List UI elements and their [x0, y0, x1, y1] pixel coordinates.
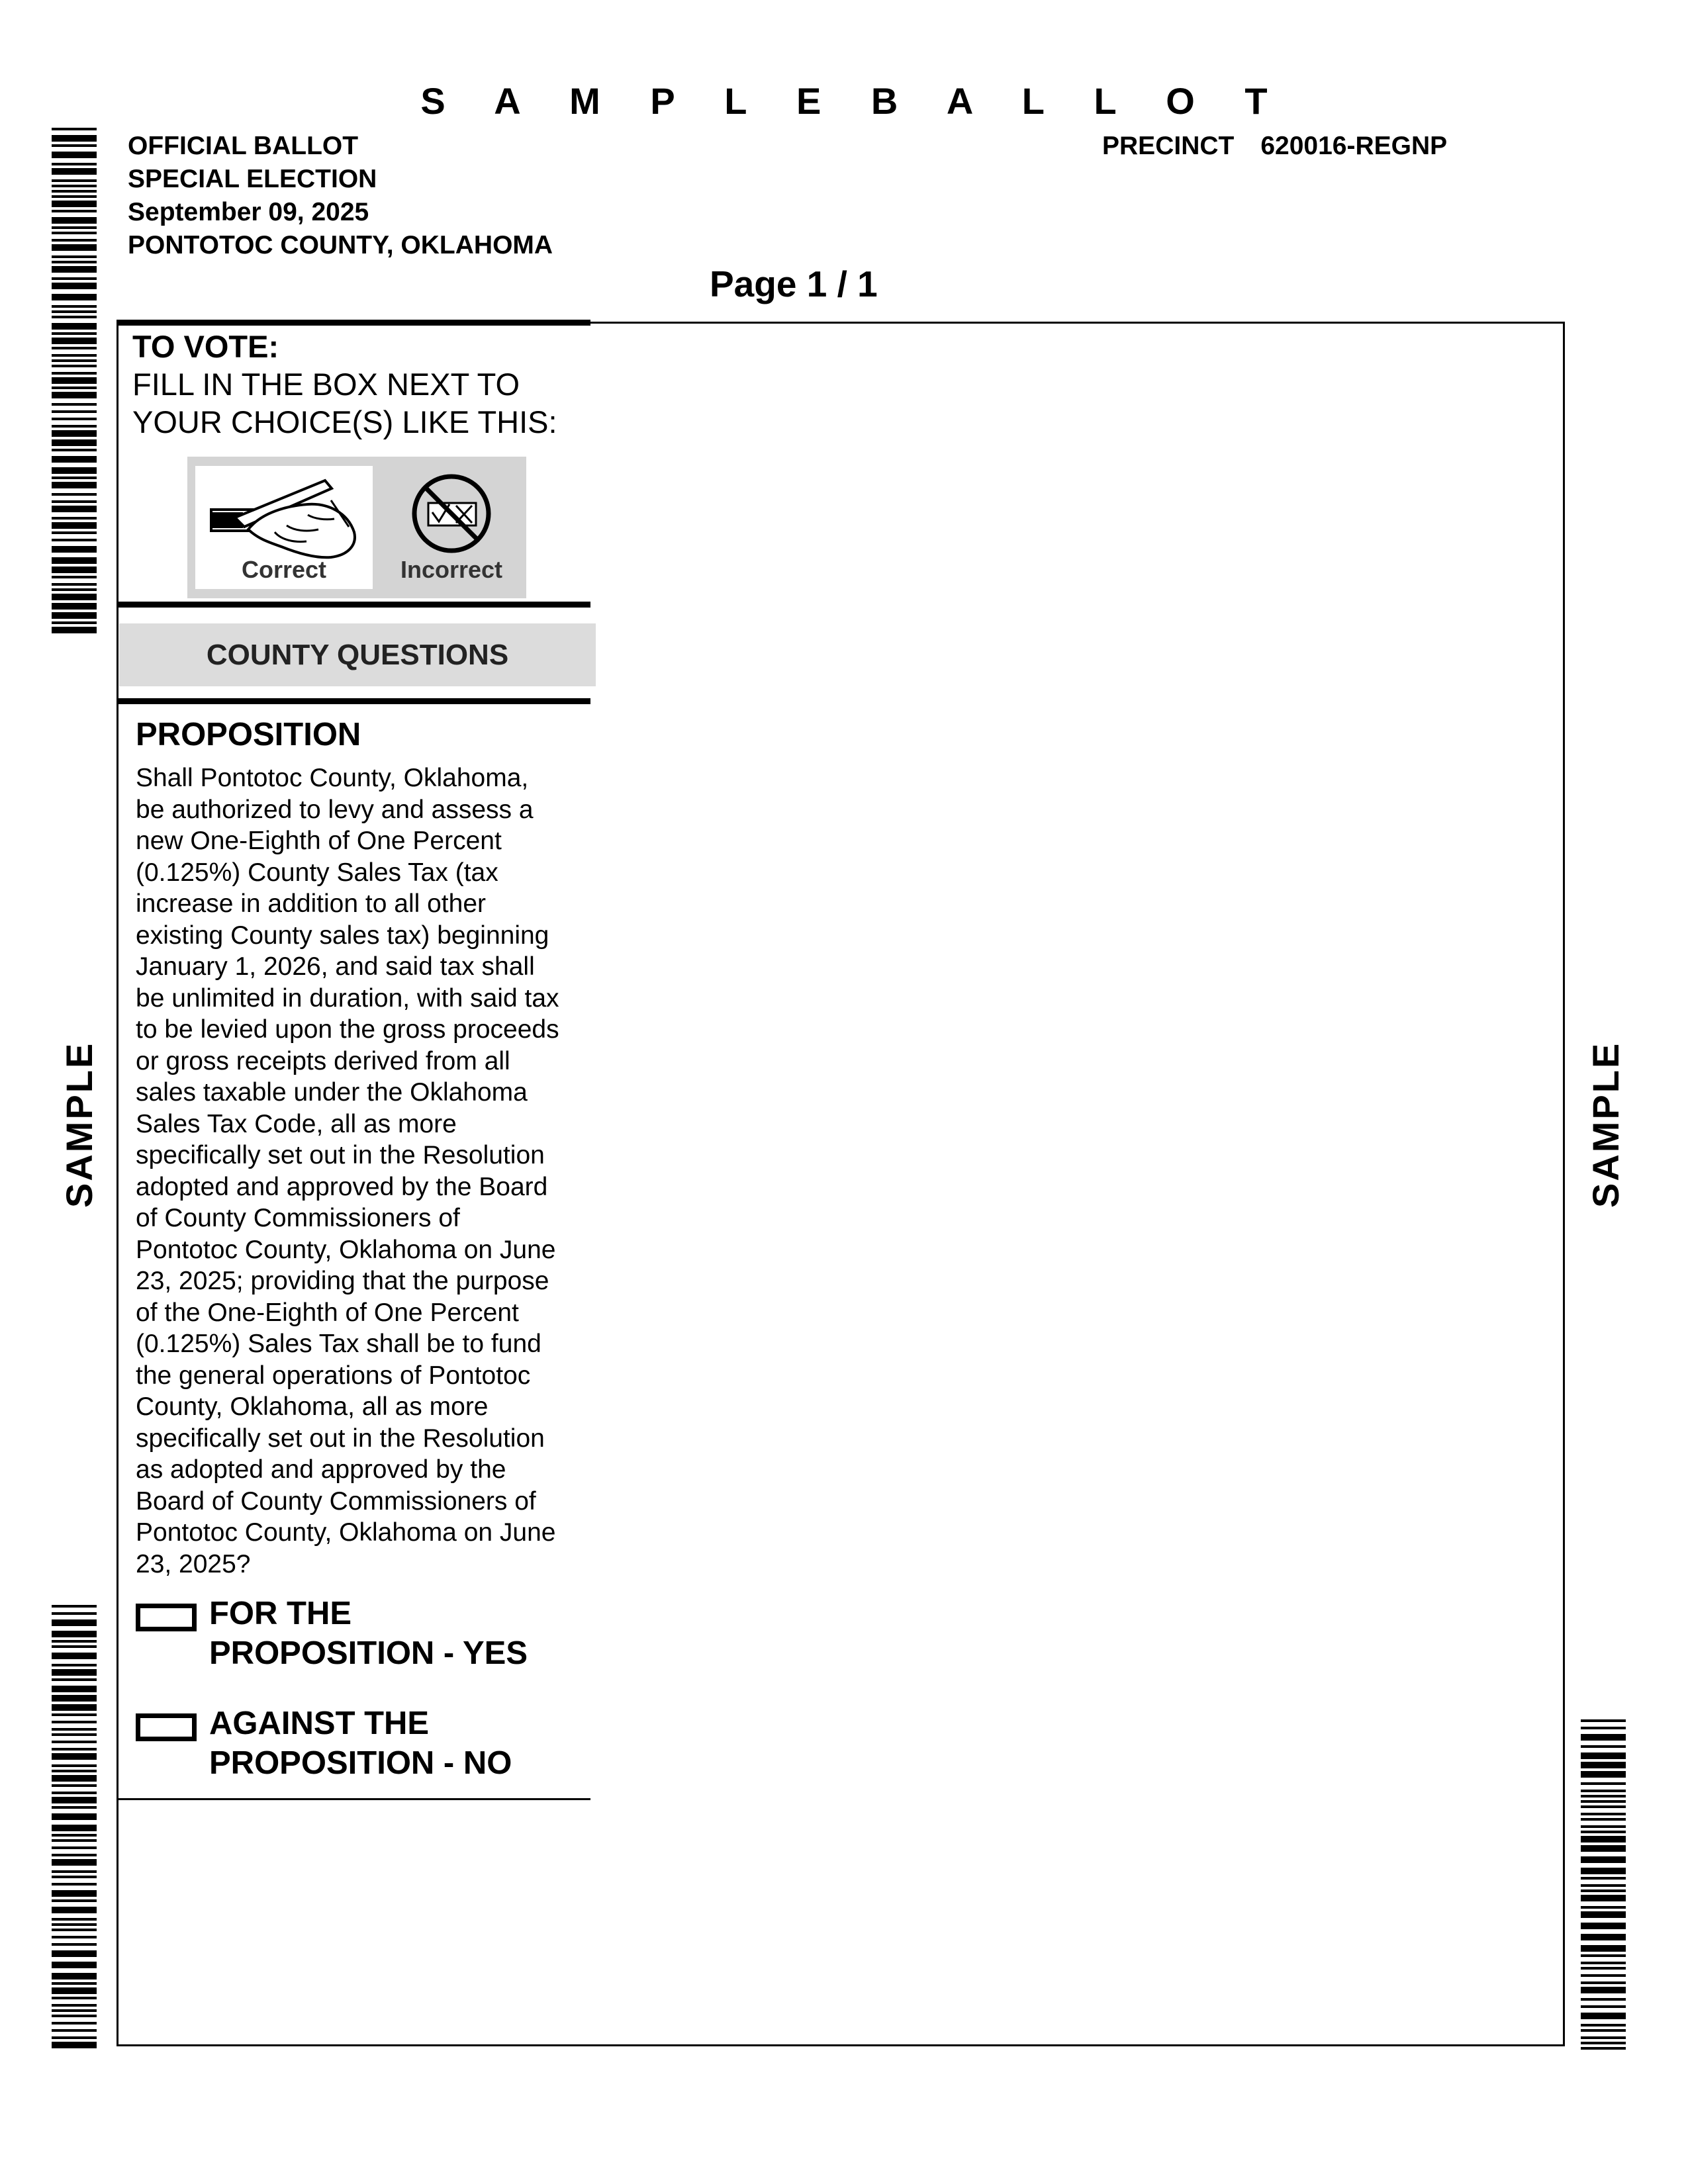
barcode-right-bottom [1581, 1719, 1626, 2055]
proposition-text-line: Pontotoc County, Oklahoma on June [136, 1518, 556, 1547]
barcode-bar [52, 195, 97, 198]
barcode-bar [52, 583, 97, 586]
proposition-text-line: January 1, 2026, and said tax shall [136, 952, 535, 981]
barcode-bar [52, 1825, 97, 1831]
barcode-bar [52, 403, 97, 406]
barcode-bar [52, 2015, 97, 2017]
barcode-bar [1581, 2042, 1626, 2044]
barcode-bar [52, 1721, 97, 1723]
barcode-bar [52, 500, 97, 503]
proposition-text-line: adopted and approved by the Board [136, 1172, 548, 1201]
barcode-bar [1581, 1727, 1626, 1729]
barcode-bar [1581, 1734, 1626, 1741]
barcode-bar [52, 522, 97, 529]
barcode-bar [52, 1770, 97, 1772]
barcode-bar [52, 1605, 97, 1608]
barcode-bar [1581, 1884, 1626, 1887]
barcode-bar [52, 477, 97, 479]
barcode-bar [52, 467, 97, 474]
barcode-bar [52, 430, 97, 437]
instructions-line: YOUR CHOICE(S) LIKE THIS: [132, 404, 557, 439]
barcode-bar [1581, 1911, 1626, 1918]
barcode-bar [52, 612, 97, 619]
barcode-bar [52, 1943, 97, 1946]
barcode-bar [1581, 1790, 1626, 1792]
barcode-bar [1581, 1752, 1626, 1759]
proposition-text-line: as adopted and approved by the [136, 1455, 506, 1484]
barcode-bar [1581, 1934, 1626, 1940]
page-number: Page 1 / 1 [710, 263, 878, 304]
barcode-bar [52, 506, 97, 512]
barcode-bar [52, 1695, 97, 1702]
barcode-bar [1581, 1795, 1626, 1797]
barcode-bar [1581, 1856, 1626, 1863]
example-incorrect-label: Incorrect [400, 556, 503, 583]
barcode-bar [52, 338, 97, 344]
barcode-bar [52, 1741, 97, 1743]
marking-example [187, 457, 526, 598]
proposition-text-line: existing County sales tax) beginning [136, 921, 549, 950]
barcode-bar [1581, 1745, 1626, 1748]
proposition-text-line: the general operations of Pontotoc [136, 1361, 531, 1390]
barcode-bar [52, 1806, 97, 1809]
section-bottom-rule [117, 698, 590, 704]
proposition-bottom-rule [117, 1798, 590, 1800]
barcode-bar [52, 1982, 97, 1985]
barcode-bar [52, 283, 97, 289]
barcode-bar [52, 621, 97, 624]
barcode-bar [52, 239, 97, 242]
barcode-bar [52, 266, 97, 273]
barcode-bar [52, 135, 97, 142]
barcode-bar [52, 456, 97, 463]
barcode-bar [1581, 2024, 1626, 2026]
barcode-bar [52, 1678, 97, 1681]
barcode-bar [52, 210, 97, 212]
barcode-bar [52, 387, 97, 389]
instructions-body [132, 365, 589, 441]
barcode-bar [52, 425, 97, 428]
barcode-bar [52, 1713, 97, 1716]
barcode-bar [52, 1962, 97, 1968]
barcode-bar [1581, 1805, 1626, 1808]
barcode-bar [52, 1854, 97, 1856]
proposition-text-line: Board of County Commissioners of [136, 1486, 536, 1516]
header-line-official: OFFICIAL BALLOT [128, 132, 359, 160]
barcode-bar [52, 1918, 97, 1921]
barcode-bar [52, 1907, 97, 1913]
proposition-text-line: Pontotoc County, Oklahoma on June [136, 1235, 556, 1264]
side-sample-left: SAMPLE [58, 1041, 100, 1208]
barcode-bar [52, 449, 97, 451]
column-top-rule [117, 320, 590, 326]
barcode-bar [1581, 2029, 1626, 2032]
barcode-bar [1581, 2013, 1626, 2019]
barcode-bar [52, 217, 97, 224]
barcode-bar [1581, 2047, 1626, 2050]
barcode-bar [52, 144, 97, 147]
proposition-text-line: 23, 2025; providing that the purpose [136, 1267, 549, 1295]
header-line-county: PONTOTOC COUNTY, OKLAHOMA [128, 231, 553, 259]
barcode-bar [52, 1775, 97, 1782]
instructions-heading: TO VOTE: [132, 329, 279, 364]
barcode-bar [52, 244, 97, 251]
proposition-text-line: sales taxable under the Oklahoma [136, 1078, 528, 1107]
barcode-bar [1581, 1906, 1626, 1909]
barcode-bar [52, 2029, 97, 2032]
barcode-bar [52, 2009, 97, 2012]
choice-no-label [209, 1704, 512, 1783]
barcode-bar [52, 310, 97, 313]
proposition-text-line: specifically set out in the Resolution [136, 1141, 545, 1169]
barcode-bar [52, 179, 97, 182]
barcode-bar [1581, 1987, 1626, 1993]
instructions-bottom-rule [117, 602, 590, 608]
barcode-bar [52, 1645, 97, 1648]
barcode-bar [52, 1619, 97, 1626]
header-line-date: September 09, 2025 [128, 198, 369, 226]
barcode-bar [1581, 1974, 1626, 1977]
barcode-bar [52, 1846, 97, 1849]
barcode-bar [52, 347, 97, 349]
barcode-bar [52, 332, 97, 335]
barcode-bar [1581, 2005, 1626, 2008]
ballot-title: S A M P L E B A L L O T [420, 80, 1288, 122]
proposition-text-line: to be levied upon the gross proceeds [136, 1015, 559, 1044]
proposition-text-line: Sales Tax Code, all as more [136, 1109, 457, 1138]
side-sample-right: SAMPLE [1585, 1041, 1626, 1208]
precinct-value: 620016-REGNP [1260, 132, 1448, 160]
barcode-bar [52, 482, 97, 488]
precinct-label: PRECINCT [1102, 132, 1235, 160]
barcode-bar [52, 1686, 97, 1692]
choice-yes-line: FOR THE [209, 1596, 352, 1631]
barcode-bar [52, 365, 97, 367]
proposition-text-line: be unlimited in duration, with said tax [136, 983, 559, 1013]
barcode-bar [1581, 1962, 1626, 1964]
proposition-text-line: (0.125%) County Sales Tax (tax [136, 858, 498, 887]
barcode-bar [52, 1813, 97, 1820]
barcode-bar [52, 377, 97, 384]
proposition-text-line: increase in addition to all other [136, 889, 486, 918]
barcode-bar [52, 439, 97, 446]
barcode-bar [52, 1883, 97, 1886]
proposition-text-line: County, Oklahoma, all as more [136, 1392, 489, 1421]
barcode-bar [52, 1728, 97, 1731]
vote-box-no[interactable] [136, 1713, 197, 1741]
barcode-bar [1581, 1954, 1626, 1957]
barcode-bar [52, 255, 97, 258]
barcode-left-bottom [52, 1605, 97, 2055]
barcode-bar [1581, 1719, 1626, 1722]
choice-no-line: AGAINST THE [209, 1706, 430, 1741]
barcode-bar [1581, 1771, 1626, 1778]
barcode-bar [1581, 1868, 1626, 1874]
barcode-bar [52, 1890, 97, 1897]
barcode-bar [52, 576, 97, 578]
barcode-bar [52, 261, 97, 263]
barcode-bar [52, 594, 97, 600]
barcode-bar [52, 1669, 97, 1676]
barcode-bar [1581, 1923, 1626, 1929]
barcode-bar [52, 1748, 97, 1751]
barcode-bar [52, 316, 97, 318]
header-line-election: SPECIAL ELECTION [128, 165, 377, 193]
barcode-bar [52, 627, 97, 633]
barcode-bar [52, 1753, 97, 1760]
barcode-bar [52, 1653, 97, 1659]
barcode-bar [52, 1784, 97, 1787]
proposition-text [136, 762, 599, 1580]
barcode-bar [1581, 2036, 1626, 2039]
barcode-bar [52, 1631, 97, 1637]
barcode-bar [52, 1792, 97, 1794]
example-correct-label: Correct [241, 556, 327, 583]
barcode-bar [52, 1664, 97, 1666]
barcode-bar [52, 588, 97, 591]
barcode-bar [52, 152, 97, 158]
barcode-bar [52, 1764, 97, 1767]
barcode-bar [52, 163, 97, 165]
barcode-bar [52, 190, 97, 193]
barcode-bar [52, 1899, 97, 1902]
barcode-bar [52, 323, 97, 330]
precinct-info [1102, 130, 1447, 163]
barcode-bar [52, 517, 97, 520]
proposition-text-line: new One-Eighth of One Percent [136, 827, 502, 855]
barcode-bar [52, 305, 97, 308]
barcode-bar [1581, 1782, 1626, 1785]
barcode-bar [52, 603, 97, 610]
barcode-bar [52, 128, 97, 130]
barcode-bar [52, 531, 97, 534]
barcode-bar [52, 277, 97, 280]
barcode-left-top [52, 128, 97, 637]
barcode-bar [52, 1834, 97, 1837]
choice-yes-label [209, 1594, 528, 1673]
barcode-bar [52, 557, 97, 564]
barcode-bar [52, 2036, 97, 2039]
section-label: COUNTY QUESTIONS [206, 638, 509, 671]
choice-no-line: PROPOSITION - NO [209, 1745, 512, 1781]
barcode-bar [1581, 1762, 1626, 1768]
barcode-bar [52, 226, 97, 229]
proposition-text-line: Shall Pontotoc County, Oklahoma, [136, 764, 529, 792]
barcode-bar [52, 1936, 97, 1938]
vote-box-yes[interactable] [136, 1604, 197, 1631]
proposition-text-line: specifically set out in the Resolution [136, 1424, 545, 1453]
barcode-bar [52, 2004, 97, 2007]
barcode-bar [52, 1704, 97, 1711]
barcode-bar [52, 372, 97, 375]
barcode-bar [52, 1929, 97, 1931]
proposition-text-line: (0.125%) Sales Tax shall be to fund [136, 1330, 541, 1358]
example-incorrect [377, 466, 526, 589]
barcode-bar [52, 2042, 97, 2048]
barcode-bar [1581, 1967, 1626, 1970]
barcode-bar [52, 1973, 97, 1979]
choice-yes-line: PROPOSITION - YES [209, 1635, 528, 1671]
barcode-bar [52, 1640, 97, 1643]
barcode-bar [1581, 1831, 1626, 1833]
section-header [119, 623, 596, 686]
barcode-bar [52, 567, 97, 573]
barcode-bar [52, 1859, 97, 1866]
barcode-bar [1581, 1877, 1626, 1880]
proposition-text-line: of County Commissioners of [136, 1204, 460, 1232]
barcode-bar [52, 1797, 97, 1803]
barcode-bar [52, 546, 97, 553]
barcode-bar [52, 1733, 97, 1736]
barcode-bar [52, 1950, 97, 1957]
barcode-bar [52, 201, 97, 207]
barcode-bar [52, 392, 97, 398]
barcode-bar [1581, 1836, 1626, 1843]
barcode-bar [52, 418, 97, 420]
barcode-bar [52, 1923, 97, 1926]
barcode-bar [1581, 1998, 1626, 2001]
proposition-text-line: of the One-Eighth of One Percent [136, 1298, 519, 1327]
proposition-text-line: 23, 2025? [136, 1549, 251, 1578]
barcode-bar [52, 539, 97, 541]
barcode-bar [52, 1997, 97, 1999]
barcode-bar [52, 2022, 97, 2025]
proposition-text-line: be authorized to levy and assess a [136, 795, 534, 824]
example-correct [195, 466, 373, 589]
barcode-bar [1581, 1818, 1626, 1821]
barcode-bar [1581, 1889, 1626, 1892]
barcode-bar [52, 1876, 97, 1878]
barcode-bar [52, 354, 97, 357]
barcode-bar [52, 232, 97, 234]
barcode-bar [52, 1612, 97, 1615]
barcode-bar [52, 359, 97, 362]
barcode-bar [1581, 1981, 1626, 1984]
barcode-bar [52, 294, 97, 300]
barcode-bar [52, 1987, 97, 1994]
barcode-bar [52, 1870, 97, 1873]
barcode-bar [52, 185, 97, 187]
barcode-bar [52, 493, 97, 496]
barcode-bar [1581, 1945, 1626, 1952]
barcode-bar [52, 410, 97, 413]
barcode-bar [1581, 1895, 1626, 1901]
barcode-bar [1581, 1800, 1626, 1803]
ballot-header-info [128, 130, 553, 262]
barcode-bar [52, 168, 97, 175]
proposition-text-line: or gross receipts derived from all [136, 1046, 510, 1075]
voting-instructions [132, 328, 589, 441]
proposition-title: PROPOSITION [136, 717, 361, 752]
barcode-bar [1581, 1845, 1626, 1852]
barcode-bar [1581, 1825, 1626, 1828]
barcode-bar [52, 1839, 97, 1842]
barcode-bar [1581, 1813, 1626, 1815]
instructions-line: FILL IN THE BOX NEXT TO [132, 367, 520, 402]
